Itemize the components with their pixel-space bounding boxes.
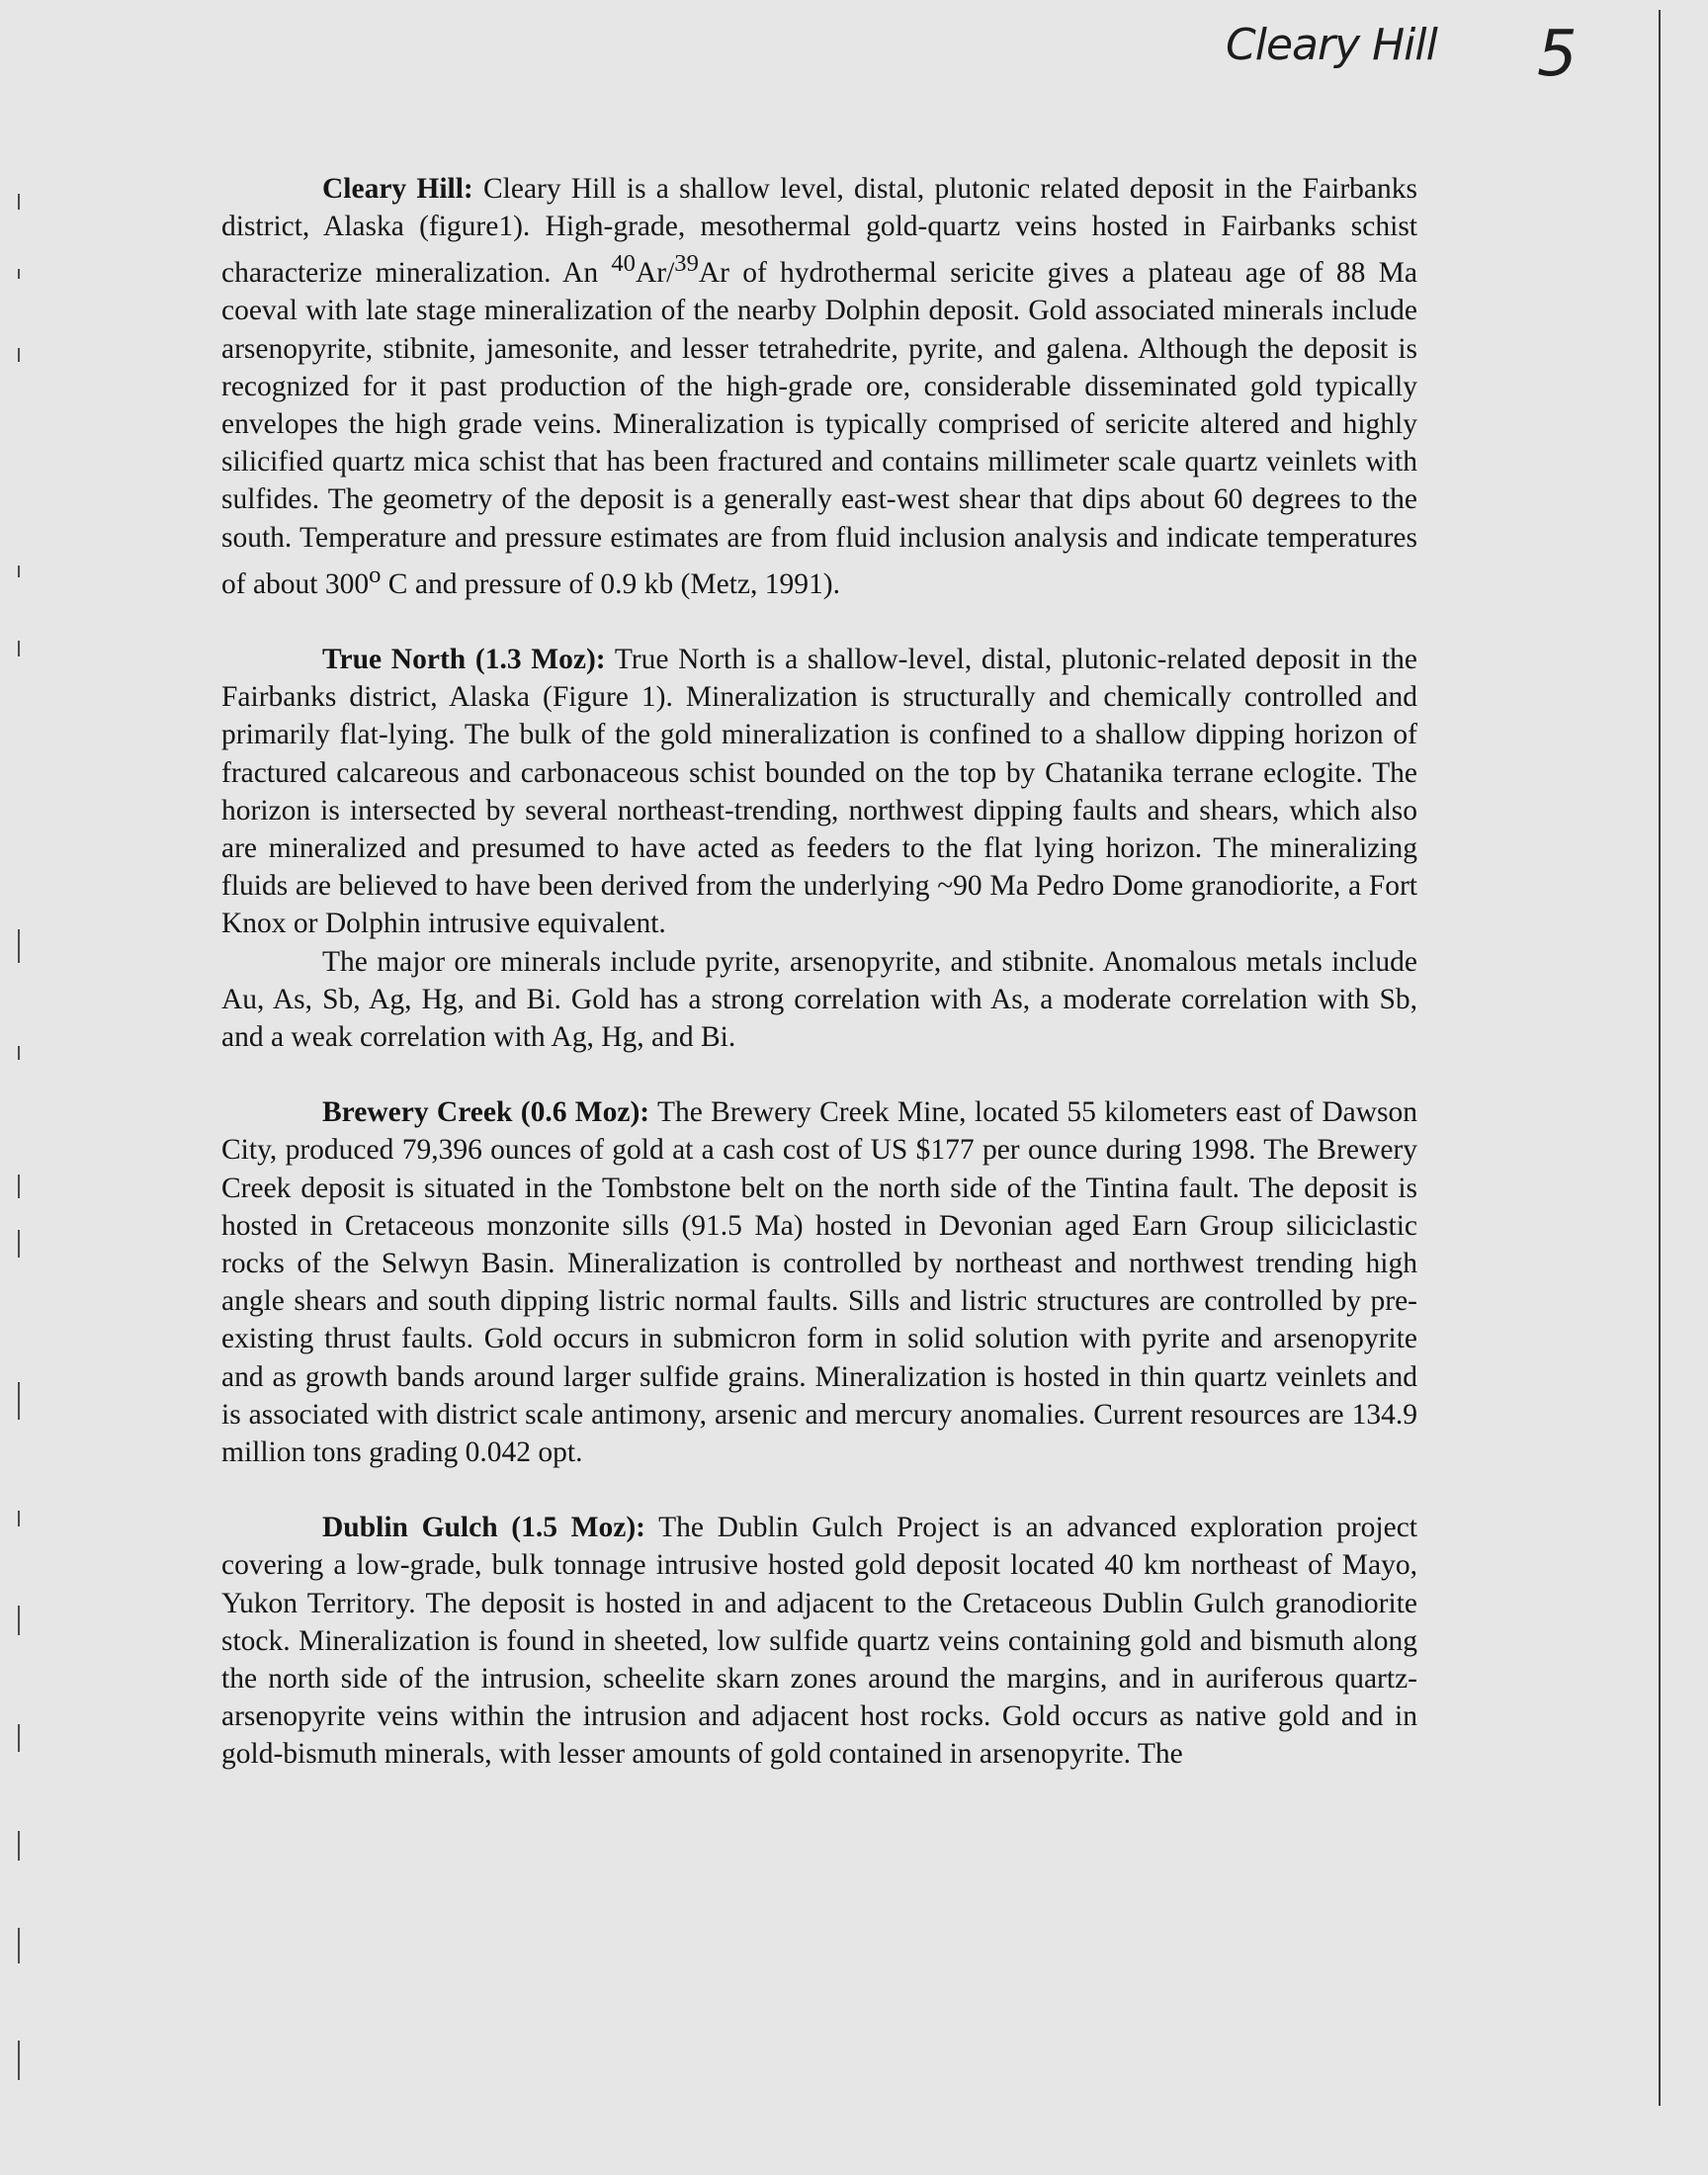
degree-superscript: o	[369, 561, 382, 588]
paragraph-text: Cleary Hill is a shallow level, distal, plutonic related deposit in the Fairbanks district, Alaska (figure1). High-grade, mesothermal gold-quartz veins hosted in Fairbanks schist characterize mineralization. An	[221, 173, 1418, 290]
paragraph-brewery-creek	[221, 1093, 1417, 1471]
paragraph-text: True North is a shallow-level, distal, plutonic-related deposit in the Fairbanks district, Alaska (Figure 1). Mineralization is structurally and chemically controlled and primarily flat-lying. The bulk of the gold mineralization is confined to a shallow dipping horizon of fractured calcareous and carbonaceous schist bounded on the top by Chatanika terrane eclogite. The horizon is intersected by several northeast-trending, northwest dipping faults and shears, which also are mineralized and presumed to have acted as feeders to the flat lying horizon. The mineralizing fluids are believed to have been derived from the underlying ~90 Ma Pedro Dome granodiorite, a Fort Knox or Dolphin intrusive equivalent.	[221, 643, 1418, 940]
paragraph-text: The Brewery Creek Mine, located 55 kilometers east of Dawson City, produced 79,396 ounces of gold at a cash cost of US $177 per ounce during 1998. The Brewery Creek deposit is situated in the Tombstone belt on the north side of the Tintina fault. The deposit is hosted in Cretaceous monzonite sills (91.5 Ma) hosted in Devonian aged Earn Group siliciclastic rocks of the Selwyn Basin. Mineralization is controlled by northeast and northwest trending high angle shears and south dipping listric normal faults. Sills and listric structures are controlled by pre-existing thrust faults. Gold occurs in submicron form in solid solution with pyrite and arsenopyrite and as growth bands around larger sulfide grains. Mineralization is hosted in thin quartz veinlets and is associated with district scale antimony, arsenic and mercury anomalies. Current resources are 134.9 million tons grading 0.042 opt.	[221, 1096, 1418, 1468]
page-edge	[1659, 10, 1661, 2106]
handwritten-title-annotation: Cleary Hill	[1226, 20, 1437, 70]
paragraph-text: Ar/	[635, 257, 675, 290]
paragraph-dublin-gulch	[221, 1509, 1417, 1773]
superscript: 40	[611, 250, 636, 278]
paragraph-cleary-hill	[221, 170, 1417, 603]
superscript: 39	[674, 250, 699, 278]
paragraph-text: Ar of hydrothermal sericite gives a plateau age of 88 Ma coeval with late stage mineralization of the nearby Dolphin deposit. Gold associated minerals include arsenopyrite, stibnite, jamesonite, and lesser tetrahedrite, pyrite, and galena. Although the deposit is recognized for it past production of the high-grade ore, considerable disseminated gold typically envelopes the high grade veins. Mineralization is typically comprised of sericite altered and highly silicified quartz mica schist that has been fractured and contains millimeter scale quartz veinlets with sulfides. The geometry of the deposit is a generally east-west shear that dips about 60 degrees to the south. Temperature and pressure estimates are from fluid inclusion analysis and indicate temperatures of about 300	[221, 257, 1418, 600]
paragraph-text: C and pressure of 0.9 kb (Metz, 1991).	[381, 567, 840, 600]
section-heading-dublin-gulch: Dublin Gulch (1.5 Moz):	[322, 1512, 645, 1544]
section-heading-brewery-creek: Brewery Creek (0.6 Moz):	[322, 1096, 650, 1129]
document-body	[221, 170, 1417, 1774]
paragraph-text: The Dublin Gulch Project is an advanced exploration project covering a low-grade, bulk tonnage intrusive hosted gold deposit located 40 km northeast of Mayo, Yukon Territory. The deposit is hosted in and adjacent to the Cretaceous Dublin Gulch granodiorite stock. Mineralization is found in sheeted, low sulfide quartz veins containing gold and bismuth along the north side of the intrusion, scheelite skarn zones around the margins, and in auriferous quartz-arsenopyrite veins within the intrusion and adjacent host rocks. Gold occurs as native gold and in gold-bismuth minerals, with lesser amounts of gold contained in arsenopyrite. The	[221, 1512, 1418, 1771]
handwritten-page-number: 5	[1537, 18, 1578, 91]
section-heading-cleary-hill: Cleary Hill:	[322, 173, 473, 205]
paragraph-true-north	[221, 641, 1417, 943]
section-heading-true-north: True North (1.3 Moz):	[322, 643, 606, 675]
paragraph-true-north-minerals: The major ore minerals include pyrite, arsenopyrite, and stibnite. Anomalous metals include Au, As, Sb, Ag, Hg, and Bi. Gold has a strong correlation with As, a moderate correlation with Sb, and a weak correlation with Ag, Hg, and Bi.	[221, 945, 1417, 1053]
